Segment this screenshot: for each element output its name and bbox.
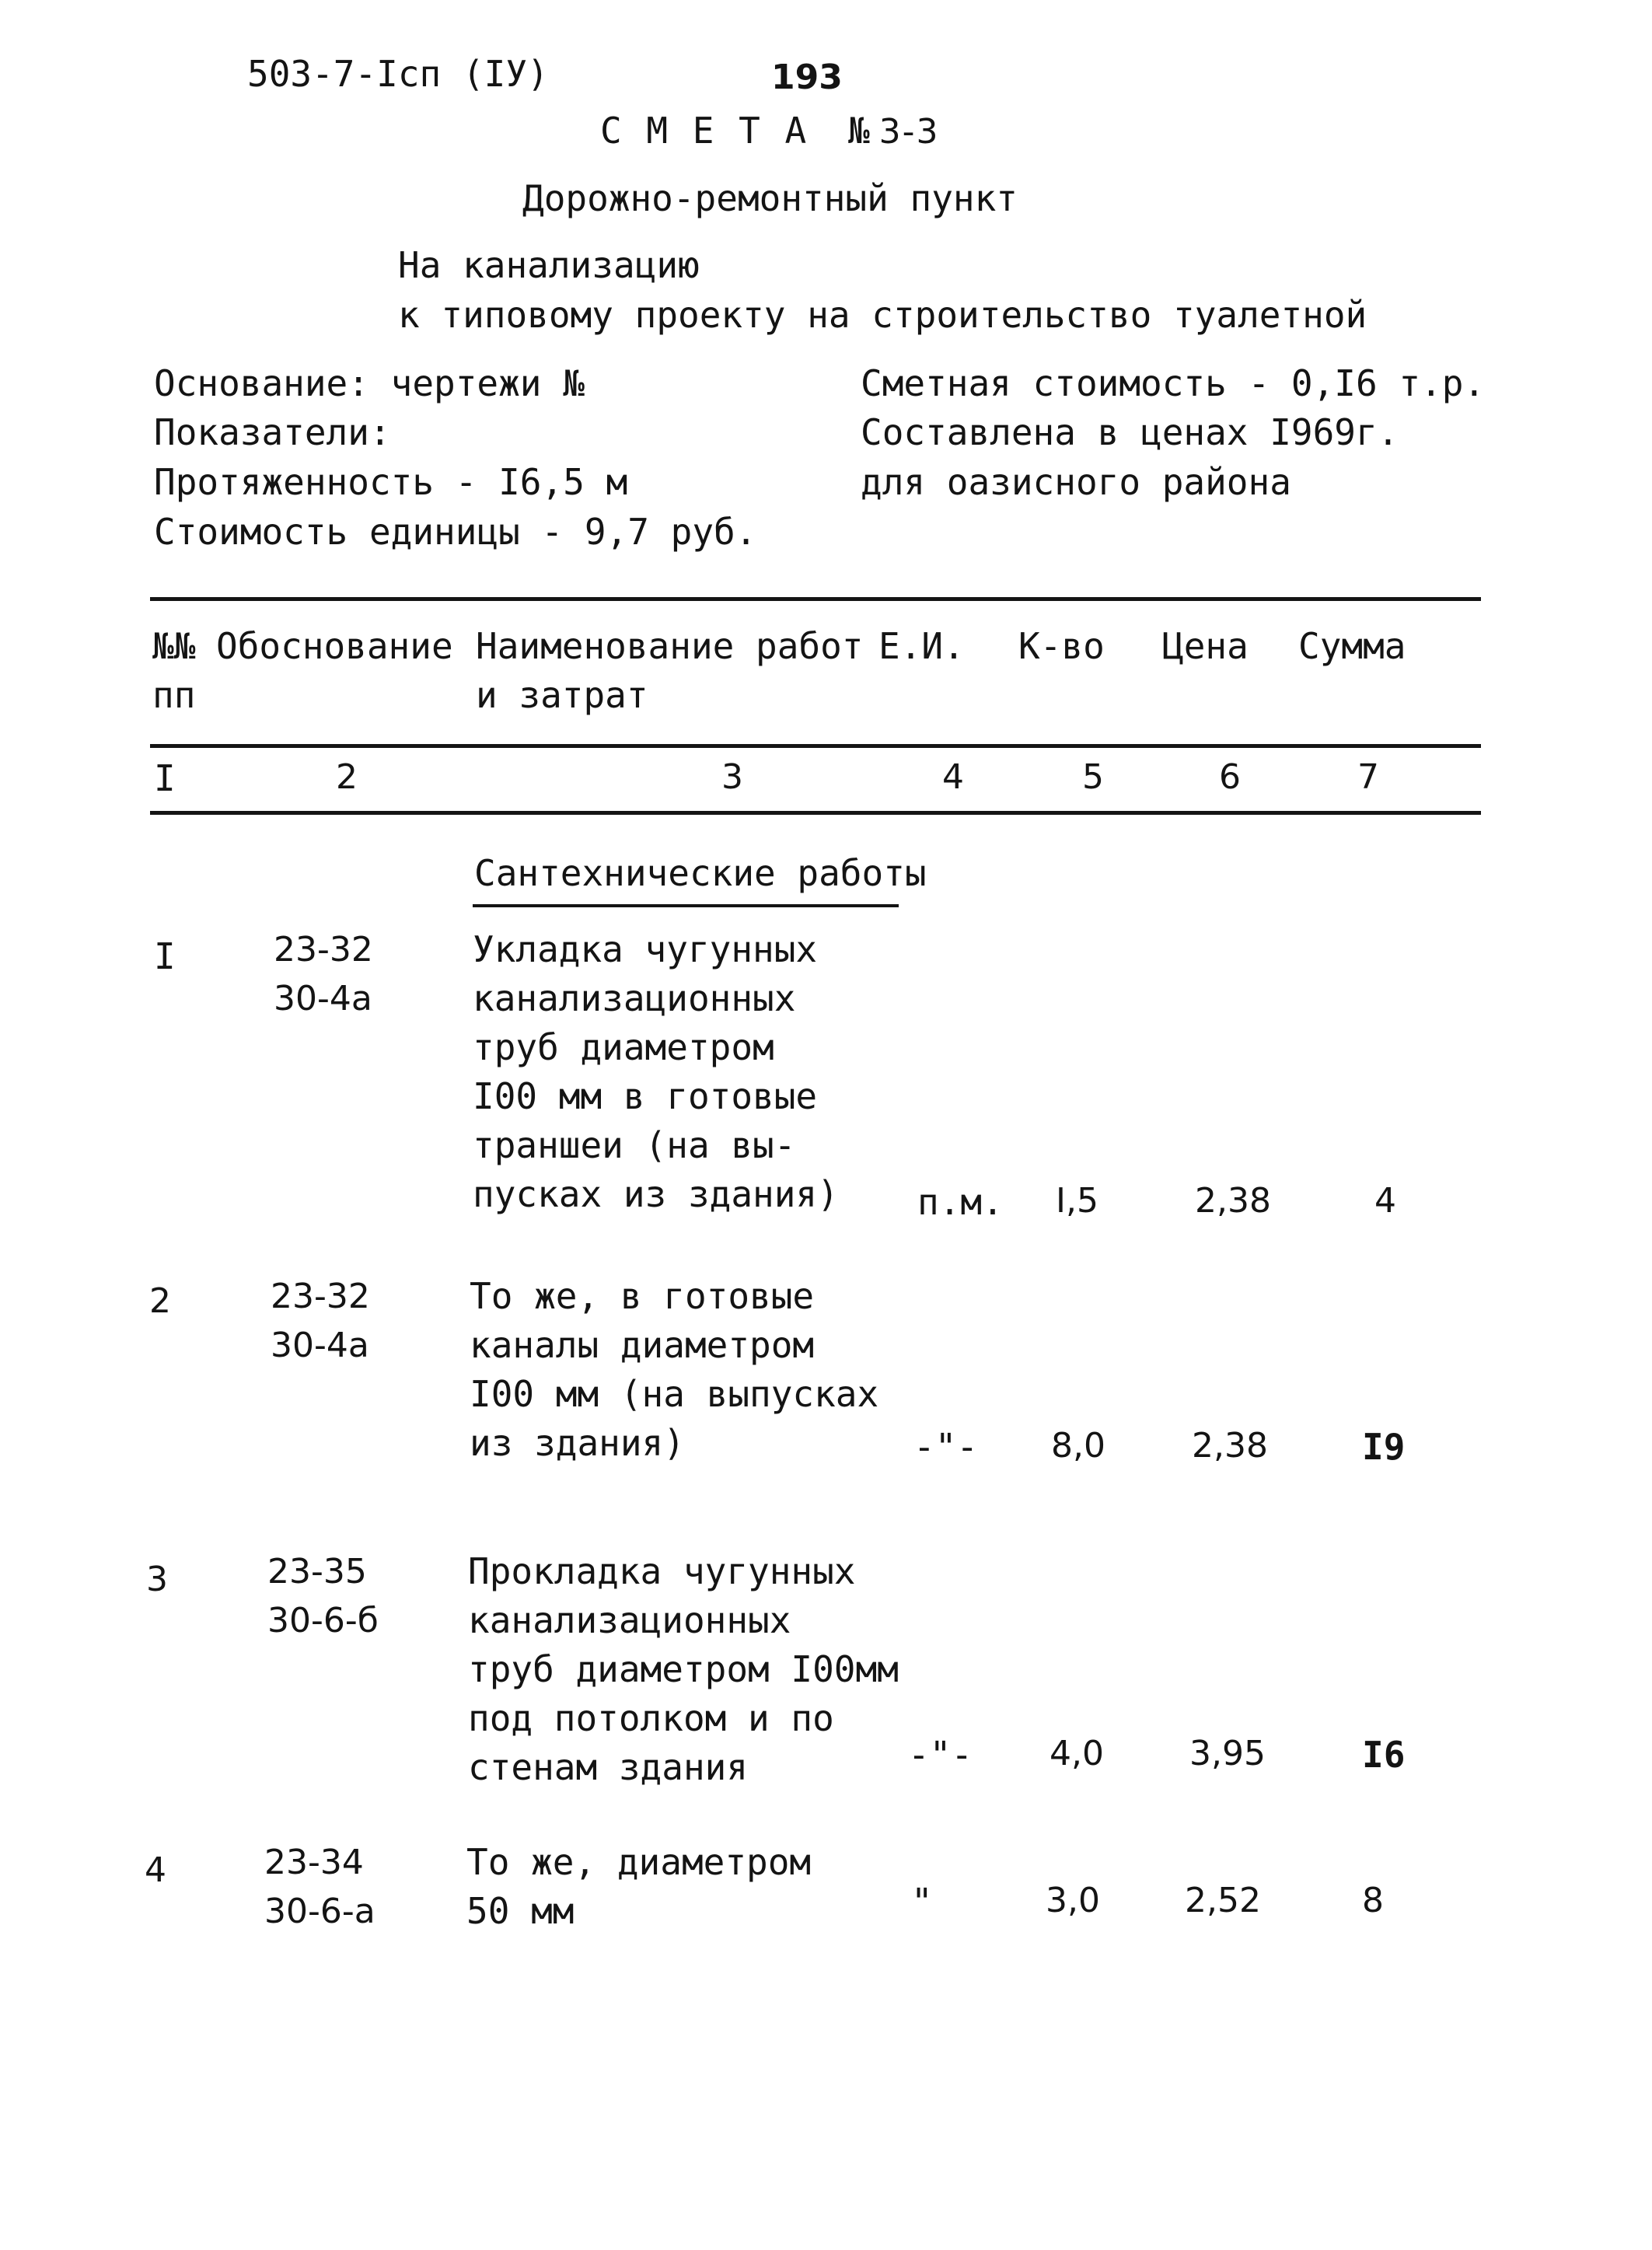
- header-name-line-2: и затрат: [476, 674, 648, 716]
- page-title: [600, 110, 940, 152]
- row-3-name: [468, 1547, 899, 1792]
- row-1-name-line-3: труб диаметром: [473, 1026, 774, 1068]
- row-1-basis-line-2: 30-4а: [274, 979, 372, 1018]
- row-3-basis-line-1: 23-35: [267, 1552, 367, 1591]
- row-2-name-line-2: каналы диаметром: [470, 1324, 815, 1366]
- row-3-price: 3,95: [1189, 1734, 1266, 1773]
- indicators-label: Показатели:: [154, 411, 391, 453]
- purpose-line-1: На канализацию: [398, 244, 700, 286]
- colnum-6: 6: [1219, 757, 1241, 797]
- colnum-bottom-rule: [150, 811, 1481, 815]
- row-2-basis: [271, 1272, 370, 1370]
- row-2-name-line-1: То же, в готовые: [470, 1275, 815, 1317]
- length-line: Протяженность - I6,5 м: [154, 461, 628, 503]
- row-4-sum: 8: [1362, 1881, 1384, 1920]
- header-unit: Е.И.: [878, 625, 965, 667]
- row-2-qty: 8,0: [1051, 1426, 1105, 1466]
- row-1-name-line-2: канализационных: [473, 977, 796, 1019]
- document-code: 503-7-Iсп (IУ): [247, 53, 549, 95]
- header-num-line-2: пп: [152, 674, 196, 716]
- colnum-7: 7: [1357, 757, 1379, 797]
- colnum-5: 5: [1082, 757, 1104, 797]
- row-1-name: [473, 925, 839, 1219]
- row-4-basis: [264, 1838, 375, 1936]
- header-num: [152, 625, 196, 716]
- row-4-name: [466, 1838, 811, 1936]
- row-3-unit: -"-: [908, 1734, 973, 1776]
- row-3-basis-line-2: 30-6-б: [267, 1601, 379, 1640]
- row-3-sum: I6: [1362, 1734, 1406, 1776]
- colnum-3: 3: [721, 757, 743, 797]
- table-top-rule: [150, 597, 1481, 601]
- row-2-name-line-3: I00 мм (на выпусках: [470, 1373, 879, 1415]
- row-1-unit: п.м.: [917, 1181, 1004, 1223]
- section-title-underline: [473, 904, 899, 907]
- row-2-sum: I9: [1362, 1426, 1406, 1468]
- colnum-4: 4: [942, 757, 964, 797]
- row-4-unit: ": [911, 1881, 933, 1923]
- header-basis: Обоснование: [216, 625, 453, 667]
- header-bottom-rule: [150, 744, 1481, 748]
- row-1-price: 2,38: [1195, 1181, 1271, 1221]
- row-2-num: 2: [149, 1281, 171, 1321]
- purpose-line-2: к типовому проекту на строительство туалетной: [398, 294, 1367, 336]
- header-sum: Сумма: [1298, 625, 1406, 667]
- row-3-name-line-4: под потолком и по: [468, 1697, 834, 1739]
- row-1-name-line-1: Укладка чугунных: [473, 928, 818, 970]
- unit-cost-line: Стоимость единицы - 9,7 руб.: [154, 511, 757, 553]
- estimated-cost-line: Сметная стоимость - 0,I6 т.р.: [861, 362, 1486, 404]
- row-2-price: 2,38: [1192, 1426, 1268, 1466]
- title-text: С М Е Т А: [600, 110, 809, 152]
- row-2-name-line-4: из здания): [470, 1422, 685, 1464]
- row-4-basis-line-2: 30-6-а: [264, 1892, 375, 1931]
- row-1-num: I: [154, 935, 176, 977]
- row-1-qty: I,5: [1056, 1181, 1098, 1221]
- header-name-line-1: Наименование работ: [476, 625, 864, 667]
- row-4-name-line-1: То же, диаметром: [466, 1841, 812, 1883]
- header-num-line-1: №№: [152, 625, 196, 667]
- header-qty: К-во: [1018, 625, 1105, 667]
- row-4-qty: 3,0: [1046, 1881, 1100, 1920]
- row-2-basis-line-1: 23-32: [271, 1277, 370, 1316]
- row-1-name-line-5: траншеи (на вы-: [473, 1124, 796, 1166]
- row-3-name-line-5: стенам здания: [468, 1746, 749, 1788]
- row-3-name-line-2: канализационных: [468, 1599, 791, 1641]
- prices-year-line: Составлена в ценах I969г.: [861, 411, 1399, 453]
- header-price: Цена: [1162, 625, 1249, 667]
- row-2-unit: -"-: [913, 1426, 979, 1468]
- row-3-qty: 4,0: [1050, 1734, 1104, 1773]
- row-1-name-line-6: пусках из здания): [473, 1173, 839, 1215]
- section-title: Сантехнические работы: [474, 852, 927, 894]
- row-4-basis-line-1: 23-34: [264, 1843, 364, 1882]
- page-number: 193: [771, 58, 843, 97]
- row-2-name: [470, 1272, 878, 1468]
- row-3-num: 3: [146, 1560, 168, 1599]
- basis-line: Основание: чертежи №: [154, 362, 585, 404]
- title-number: 3-3: [878, 112, 940, 152]
- row-3-name-line-3: труб диаметром I00мм: [468, 1648, 899, 1690]
- row-1-basis-line-1: 23-32: [274, 930, 373, 970]
- header-name: [476, 625, 864, 716]
- subtitle: Дорожно-ремонтный пункт: [522, 177, 1018, 219]
- title-number-sign: №: [847, 110, 871, 152]
- row-2-basis-line-2: 30-4а: [271, 1326, 369, 1365]
- row-1-name-line-4: I00 мм в готовые: [473, 1075, 818, 1117]
- row-4-name-line-2: 50 мм: [466, 1890, 575, 1932]
- row-4-price: 2,52: [1185, 1881, 1261, 1920]
- row-1-basis: [274, 925, 373, 1023]
- colnum-2: 2: [336, 757, 358, 797]
- row-1-sum: 4: [1374, 1181, 1396, 1221]
- row-3-name-line-1: Прокладка чугунных: [468, 1550, 856, 1592]
- colnum-1: I: [154, 757, 176, 799]
- row-3-basis: [267, 1547, 379, 1645]
- row-4-num: 4: [145, 1850, 166, 1890]
- region-line: для оазисного района: [861, 461, 1291, 503]
